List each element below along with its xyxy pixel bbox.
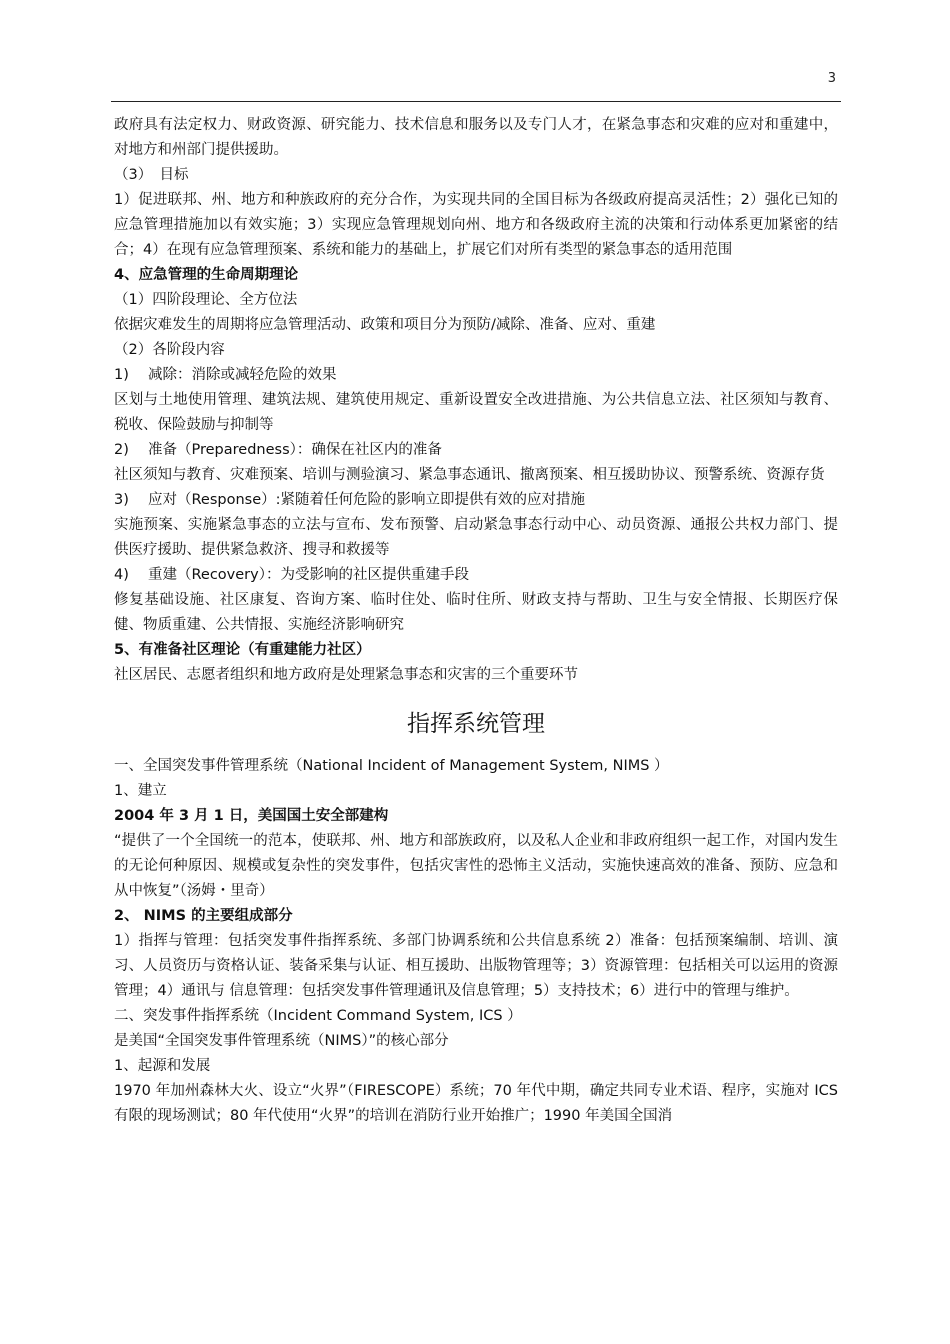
- subheading: （2）各阶段内容: [114, 342, 225, 358]
- heading-ics: 二、突发事件指挥系统（Incident Command System, ICS ）: [114, 1008, 522, 1024]
- list-item: 2) 准备（Preparedness）：确保在社区内的准备: [114, 442, 442, 458]
- paragraph: 区划与土地使用管理、建筑法规、建筑使用规定、重新设置安全改进措施、为公共信息立法、社区须知与教育、税收、保险鼓励与抑制等: [114, 392, 838, 433]
- paragraph: 依据灾难发生的周期将应急管理活动、政策和项目分为预防/减除、准备、应对、重建: [114, 317, 656, 333]
- heading-lifecycle-theory: 4、应急管理的生命周期理论: [114, 267, 299, 283]
- heading-nims-components: 2、 NIMS 的主要组成部分: [114, 908, 293, 924]
- page-number: 3: [827, 71, 836, 86]
- list-item: 1) 减除：消除或减轻危险的效果: [114, 367, 337, 383]
- paragraph: 社区须知与教育、灾难预案、培训与测验演习、紧急事态通讯、撤离预案、相互援助协议、预警系统、资源存货: [114, 467, 825, 483]
- paragraph: 1）指挥与管理：包括突发事件指挥系统、多部门协调系统和公共信息系统 2）准备：包括预案编制、培训、演习、人员资历与资格认证、装备采集与认证、相互援助、出版物管理等；3）资源管理：包括相关可以运用的资源管理；4）通讯与 信息管理：包括突发事件管理通讯及信息管理；5）支持技术；6）进行中的管理与维护。: [114, 933, 838, 999]
- heading-goals: （3） 目标: [114, 167, 189, 183]
- document-body: [114, 113, 838, 1129]
- subheading: 1、起源和发展: [114, 1058, 211, 1074]
- paragraph: 社区居民、志愿者组织和地方政府是处理紧急事态和灾害的三个重要环节: [114, 667, 578, 683]
- paragraph: 1970 年加州森林大火、设立“火界”（FIRESCOPE）系统；70 年代中期，确定共同专业术语、程序，实施对 ICS 有限的现场测试；80 年代使用“火界”的培训在消防行业开始推广；1990 年美国全国消: [114, 1083, 838, 1124]
- paragraph: 修复基础设施、社区康复、咨询方案、临时住处、临时住所、财政支持与帮助、卫生与安全情报、长期医疗保健、物质重建、公共情报、实施经济影响研究: [114, 592, 838, 633]
- paragraph: 实施预案、实施紧急事态的立法与宣布、发布预警、启动紧急事态行动中心、动员资源、通报公共权力部门、提供医疗援助、提供紧急救济、搜寻和救援等: [114, 517, 838, 558]
- header-rule: [111, 101, 841, 102]
- list-item: 3) 应对（Response）:紧随着任何危险的影响立即提供有效的应对措施: [114, 492, 586, 508]
- subheading: （1）四阶段理论、全方位法: [114, 292, 298, 308]
- paragraph: 是美国“全国突发事件管理系统（NIMS）”的核心部分: [114, 1033, 449, 1049]
- list-item: 4) 重建（Recovery）：为受影响的社区提供重建手段: [114, 567, 469, 583]
- heading-prepared-community: 5、有准备社区理论（有重建能力社区）: [114, 642, 371, 658]
- quote-paragraph: “提供了一个全国统一的范本，使联邦、州、地方和部族政府，以及私人企业和非政府组织一起工作，对国内发生的无论何种原因、规模或复杂性的突发事件，包括灾害性的恐怖主义活动，实施快速高效的准备、预防、应急和从中恢复”（汤姆・里奇）: [114, 833, 838, 899]
- section-title: 指挥系统管理: [407, 711, 545, 737]
- subheading: 1、建立: [114, 783, 167, 799]
- heading-nims: 一、全国突发事件管理系统（National Incident of Management System, NIMS ）: [114, 758, 669, 774]
- paragraph: 1）促进联邦、州、地方和种族政府的充分合作，为实现共同的全国目标为各级政府提高灵活性；2）强化已知的应急管理措施加以有效实施；3）实现应急管理规划向州、地方和各级政府主流的决策和行动体系更加紧密的结合；4）在现有应急管理预案、系统和能力的基础上，扩展它们对所有类型的紧急事态的适用范围: [114, 192, 838, 258]
- paragraph: 2004 年 3 月 1 日，美国国土安全部建构: [114, 808, 389, 824]
- paragraph: 政府具有法定权力、财政资源、研究能力、技术信息和服务以及专门人才，在紧急事态和灾难的应对和重建中，对地方和州部门提供援助。: [114, 117, 838, 158]
